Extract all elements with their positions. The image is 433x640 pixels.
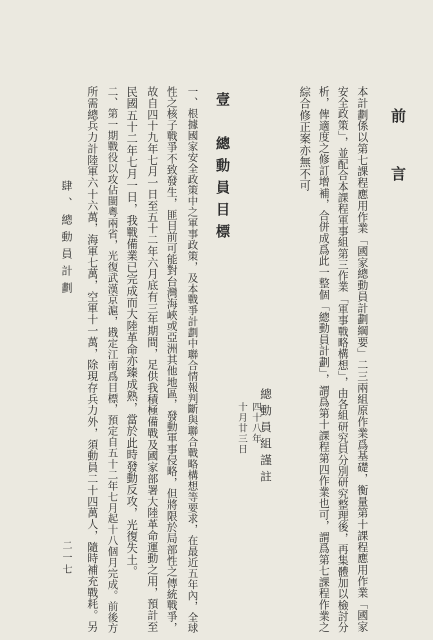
section-title: 壹 總動員目標 [214,92,230,246]
preface-date-day: 十月廿三日 [236,402,247,455]
running-header: 肆、總動員計劃 [60,180,73,299]
preface-date-year: 四十八年 [250,402,261,444]
page-number: 二一七 [60,540,71,576]
section-column-4: 民國五十二年七月一日，我戰備業已完成而大陸革命亦臻成熟，當於此時發動反攻，光復失土。 [125,86,139,578]
preface-column-1: 本計劃係以第七課程應用作業「國家總動員計劃綱要」二三兩組原作業爲基礎，衡量第十課程應用作業「國家 [355,86,369,633]
preface-title: 前 言 [389,108,407,195]
preface-column-3: 析，俾適度之修訂增補，合併成爲此一整個「總動員計劃」，謂爲第十課程第四作業也可，謂爲第七課程作業之 [317,86,331,633]
section-column-1: 一、根據國家安全政策中之軍事政策，及本戰爭計劃中聯合情報判斷與聯合戰略構想等要求，在最近五年內，全球 [185,86,198,634]
preface-column-4: 綜合修正案亦無不可 [298,86,312,192]
preface-column-2: 安全政策」，並配合本課程軍事組第三作業「軍事戰略構想」，由各組研究員分別研究整理後，再集體加以檢討分 [336,86,350,633]
section-column-3: 故自四十九年七月一日至五十二年六月底有三年期間，足供我積極備戰及國家部署大陸革命運動之用，預計至 [145,86,159,633]
section-column-2: 性之核子戰爭不致發生，匪目前可能對台灣海峽或亞洲其他地區，發動軍事侵略，但將限於局部性之傳統戰爭， [165,86,179,634]
preface-signature: 總動員組謹註 [259,388,273,487]
section-column-5: 二、第一期戰役以攻佔閩粵兩省，光復武漢京滬，戡定江南爲目標，預定自五十二年七月起十八個月完成。前後方 [105,86,118,634]
section-column-6: 所需總兵力計陸軍六十六萬，海軍七萬，空軍十一萬，除現存兵力外，須動員二十四萬人，隨時補充戰耗。另 [85,86,99,633]
